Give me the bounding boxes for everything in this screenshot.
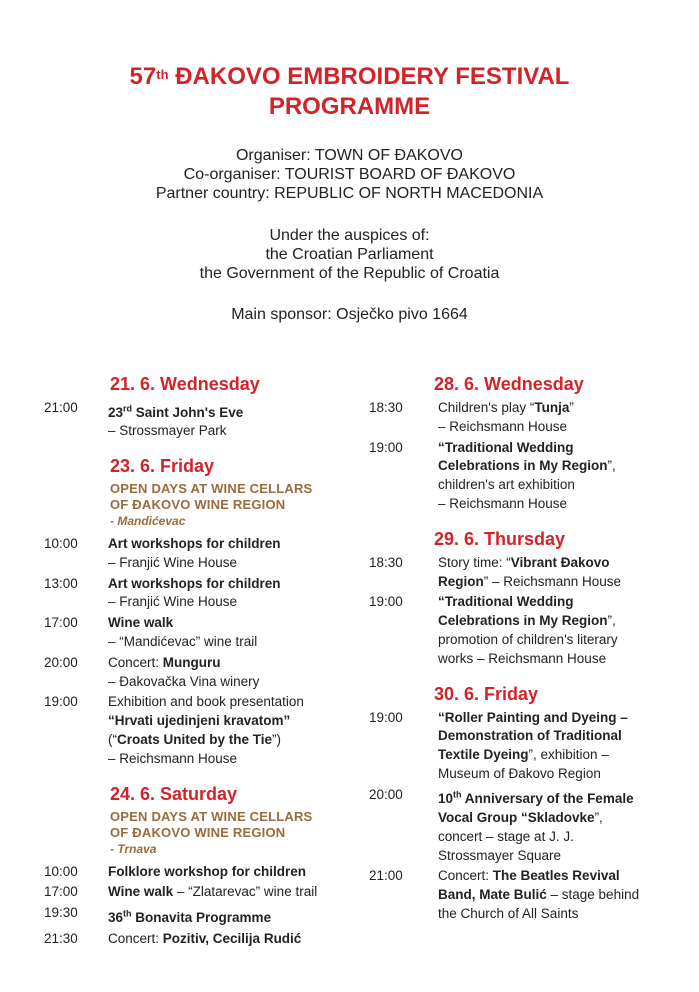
- event-row: [0, 399, 360, 441]
- event-time: 21:00: [44, 400, 78, 415]
- event-row: [365, 554, 695, 592]
- event-time: 19:00: [369, 709, 403, 725]
- schedule-left-column: [0, 373, 360, 950]
- event-row: [365, 786, 695, 866]
- event-text: Wine walk – “Mandićevac” wine trail: [108, 615, 258, 650]
- event-text: Concert: Pozitiv, Cecilija Rudić: [108, 930, 302, 946]
- day-heading: 30. 6. Friday: [434, 683, 539, 704]
- day-heading: 23. 6. Friday: [110, 456, 215, 477]
- event-row: [0, 614, 360, 652]
- event-row: [365, 439, 695, 514]
- event-text: 36th Bonavita Programme: [108, 908, 272, 925]
- event-text: Exhibition and book presentation “Hrvati ujedinjeni kravatom” (“Croats United by the Tie”) – Reichsmann House: [108, 694, 304, 766]
- event-time: 20:00: [44, 654, 78, 670]
- day-heading: 29. 6. Thursday: [434, 528, 566, 549]
- event-row: [0, 904, 360, 927]
- event-time: 19:00: [44, 694, 78, 710]
- event-time: 19:00: [369, 439, 403, 455]
- event-time: 20:00: [369, 786, 403, 802]
- event-text: Wine walk – “Zlatarevac” wine trail: [108, 884, 318, 900]
- event-row: [0, 863, 360, 882]
- event-row: [365, 593, 695, 668]
- event-text: Story time: “Vibrant Đakovo Region” – Reichsmann House: [438, 554, 622, 589]
- event-text: Concert: The Beatles Revival Band, Mate Bulić – stage behind the Church of All Saints: [438, 868, 640, 922]
- day-heading: 24. 6. Saturday: [110, 783, 238, 804]
- event-row: [0, 575, 360, 613]
- section-subtitle: OPEN DAYS AT WINE CELLARS: [110, 481, 313, 497]
- section-subtitle: OPEN DAYS AT WINE CELLARS: [110, 808, 313, 824]
- partner-text: Partner country: REPUBLIC OF NORTH MACEDONIA: [155, 185, 544, 202]
- section-subtitle: OF ĐAKOVO WINE REGION: [110, 824, 286, 840]
- event-time: 10:00: [44, 536, 78, 552]
- event-row: [365, 399, 695, 437]
- event-time: 19:00: [369, 594, 403, 610]
- auspices-parliament: the Croatian Parliament: [265, 246, 434, 263]
- section-place: - Trnava: [110, 841, 157, 856]
- event-text: Children's play “Tunja” – Reichsmann House: [438, 400, 574, 434]
- day-heading: 28. 6. Wednesday: [434, 374, 584, 394]
- main-sponsor: Main sponsor: Osječko pivo 1664: [231, 306, 468, 323]
- event-text: 10th Anniversary of the Female Vocal Group “Skladovke”, concert – stage at J. J. Strossmayer Square: [438, 789, 634, 863]
- event-text: “Roller Painting and Dyeing – Demonstration of Traditional Textile Dyeing”, exhibition – Museum of Đakovo Region: [438, 709, 628, 781]
- event-time: 19:30: [44, 905, 78, 921]
- event-text: Art workshops for children – Franjić Wine House: [108, 575, 281, 610]
- schedule-right-column: [365, 373, 695, 926]
- event-row: [0, 535, 360, 573]
- coorganiser-text: Co-organiser: TOURIST BOARD OF ĐAKOVO: [183, 166, 516, 183]
- event-row: [0, 693, 360, 768]
- section-place: - Mandićevac: [110, 514, 186, 529]
- event-text: Art workshops for children – Franjić Wine House: [108, 536, 281, 570]
- event-time: 18:30: [369, 554, 403, 570]
- event-time: 21:00: [369, 868, 403, 884]
- event-time: 17:00: [44, 884, 78, 900]
- event-row: [0, 883, 360, 902]
- event-time: 10:00: [44, 863, 78, 879]
- page-title: 57th ĐAKOVO EMBROIDERY FESTIVAL PROGRAMME: [129, 63, 570, 120]
- auspices-title: Under the auspices of:: [269, 227, 430, 244]
- event-row: [0, 930, 360, 949]
- event-row: [365, 709, 695, 784]
- event-time: 13:00: [44, 575, 78, 591]
- event-text: Concert: Munguru – Đakovačka Vina winery: [108, 654, 260, 689]
- section-subtitle: OF ĐAKOVO WINE REGION: [110, 497, 286, 513]
- event-time: 21:30: [44, 930, 78, 946]
- event-row: [365, 867, 695, 923]
- event-text: 23rd Saint John's Eve – Strossmayer Park: [108, 403, 244, 439]
- organiser-text: Organiser: TOWN OF ĐAKOVO: [235, 147, 463, 164]
- event-time: 17:00: [44, 615, 78, 631]
- event-row: [0, 654, 360, 692]
- event-text: “Traditional Wedding Celebrations in My Region”, promotion of children's literary works – Reichsmann House: [438, 594, 618, 666]
- event-text: Folklore workshop for children: [108, 863, 307, 879]
- auspices-government: the Government of the Republic of Croatia: [199, 265, 500, 282]
- day-heading: 21. 6. Wednesday: [110, 374, 260, 394]
- event-text: “Traditional Wedding Celebrations in My Region”, children's art exhibition – Reichsmann House: [438, 439, 616, 511]
- event-time: 18:30: [369, 400, 403, 415]
